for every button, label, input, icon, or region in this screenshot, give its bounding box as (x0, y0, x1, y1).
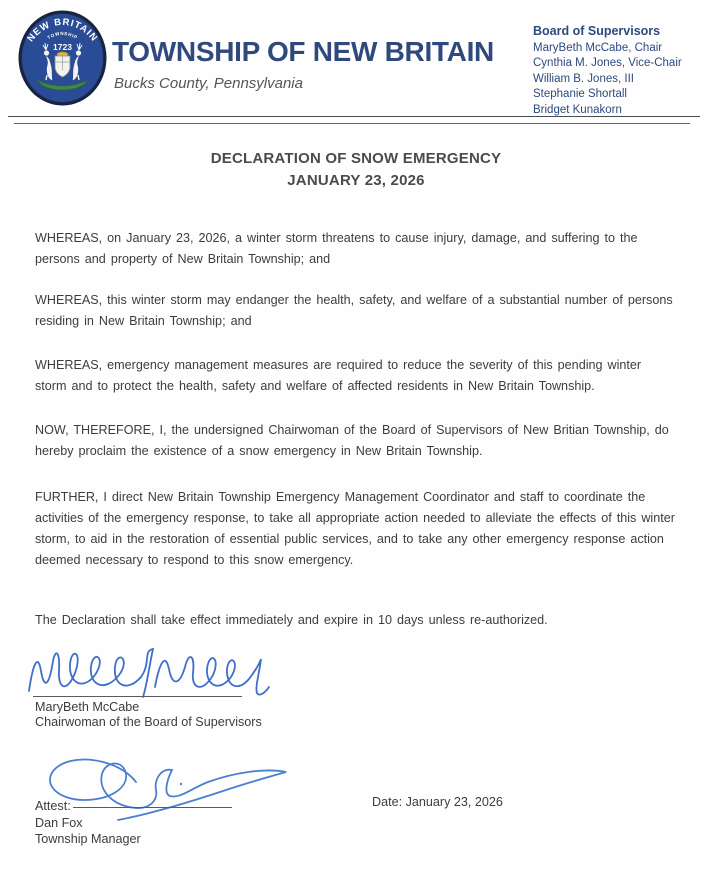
board-of-supervisors-list (533, 24, 682, 118)
board-member: MaryBeth McCabe, Chair (533, 41, 663, 54)
header-divider-bottom (14, 123, 690, 124)
chairwoman-signature-image (23, 641, 273, 703)
org-subtitle: Bucks County, Pennsylvania (114, 75, 303, 92)
signatory-name: MaryBeth McCabe (35, 700, 140, 714)
signature-line (33, 696, 242, 697)
document-body (35, 148, 677, 631)
signatory-title: Township Manager (35, 832, 141, 846)
signature-line (73, 807, 232, 808)
township-seal-logo (17, 9, 108, 107)
board-member: Cynthia M. Jones, Vice-Chair (533, 57, 682, 69)
paragraph-effect: The Declaration shall take effect immediately and expire in 10 days unless re-authorized. (35, 613, 548, 627)
signatory-title: Chairwoman of the Board of Supervisors (35, 715, 262, 729)
header-divider-top (8, 116, 700, 117)
paragraph-whereas-1: WHEREAS, on January 23, 2026, a winter storm threatens to cause injury, damage, and suffering to the persons and property of New Britain Township; and (35, 231, 638, 266)
document-title-line1: DECLARATION OF SNOW EMERGENCY (210, 150, 502, 167)
board-member: Stephanie Shortall (533, 88, 627, 100)
paragraph-whereas-3: WHEREAS, emergency management measures are required to reduce the severity of this pending winter storm and to protect the health, safety and welfare of affected residents in New Britain Township. (35, 358, 642, 393)
document-title (35, 148, 677, 192)
board-member: William B. Jones, III (533, 72, 634, 85)
seal-arc-subtext: TOWNSHIP (46, 30, 79, 41)
org-name: TOWNSHIP OF NEW BRITAIN (112, 36, 494, 67)
date-line: Date: January 23, 2026 (372, 795, 503, 809)
board-heading: Board of Supervisors (533, 24, 661, 38)
paragraph-now-therefore: NOW, THEREFORE, I, the undersigned Chairwoman of the Board of Supervisors of New Britian Township, do hereby proclaim the existence of a snow emergency in New Britain Township. (35, 423, 669, 458)
paragraph-whereas-2: WHEREAS, this winter storm may endanger the health, safety, and welfare of a substantial number of persons residing in New Britain Township; and (35, 293, 673, 328)
board-member: Bridget Kunakorn (533, 103, 622, 116)
seal-arc-text: NEW BRITAIN (25, 16, 100, 45)
signatory-name: Dan Fox (35, 816, 83, 830)
seal-year: 1723 (53, 42, 72, 52)
document-title-line2: JANUARY 23, 2026 (287, 172, 425, 189)
paragraph-further: FURTHER, I direct New Britain Township Emergency Management Coordinator and staff to coordinate the activities of the emergency response, to take all appropriate action needed to alleviate the effects of this winter storm, to aid in the restoration of essential public services, and to take any other emergency response action deemed necessary to respond to this snow emergency. (35, 490, 675, 567)
attest-label: Attest: (35, 799, 71, 813)
attest-signature-image (40, 750, 300, 822)
